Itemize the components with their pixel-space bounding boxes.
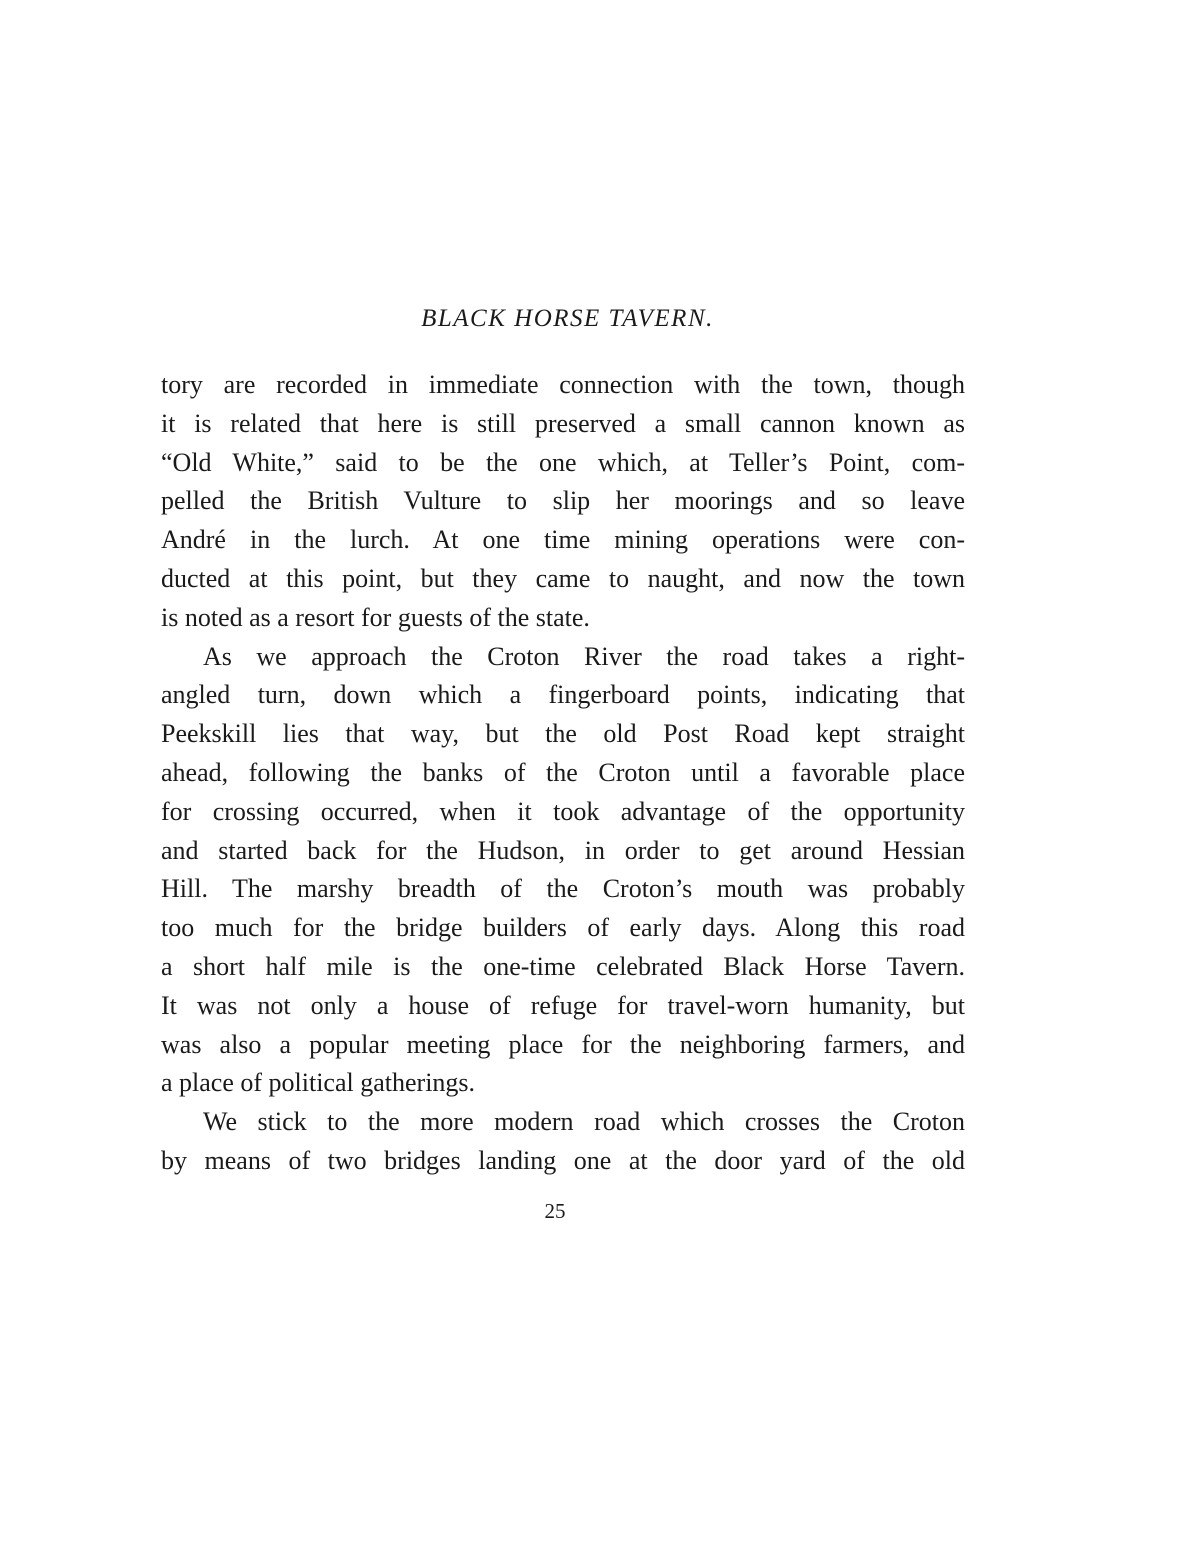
paragraph-3 — [161, 1103, 965, 1181]
text-line: As we approach the Croton River the road takes a right- — [203, 641, 965, 671]
page-number: 25 — [544, 1199, 566, 1223]
paragraph-1 — [161, 366, 965, 638]
text-line: ahead, following the banks of the Croton until a favorable place — [161, 757, 965, 787]
text-line: Hill. The marshy breadth of the Croton’s mouth was probably — [161, 874, 965, 904]
text-line: It was not only a house of refuge for travel-worn humanity, but — [161, 990, 965, 1020]
text-line: Peekskill lies that way, but the old Post Road kept straight — [161, 719, 965, 749]
text-line: tory are recorded in immediate connection with the town, though — [161, 370, 965, 399]
text-line: for crossing occurred, when it took advantage of the opportunity — [161, 796, 965, 826]
text-line: a short half mile is the one-time celebrated Black Horse Tavern. — [161, 951, 965, 981]
text-line: too much for the bridge builders of early days. Along this road — [161, 913, 965, 943]
running-head: BLACK HORSE TAVERN. — [421, 305, 714, 332]
text-line: angled turn, down which a fingerboard points, indicating that — [161, 680, 965, 710]
text-line: and started back for the Hudson, in order to get around Hessian — [161, 835, 965, 865]
text-line: it is related that here is still preserved a small cannon known as — [161, 408, 965, 438]
text-line: “Old White,” said to be the one which, at Teller’s Point, com- — [161, 447, 965, 477]
paragraph-2 — [161, 638, 965, 1104]
text-line: pelled the British Vulture to slip her moorings and so leave — [161, 486, 965, 516]
text-line: was also a popular meeting place for the neighboring farmers, and — [161, 1029, 965, 1059]
body-text — [161, 366, 965, 1181]
text-line: ducted at this point, but they came to naught, and now the town — [161, 563, 965, 593]
text-line: a place of political gatherings. — [161, 1068, 476, 1098]
text-line: is noted as a resort for guests of the state. — [161, 602, 590, 632]
text-line: by means of two bridges landing one at the door yard of the old — [161, 1145, 965, 1175]
text-line: We stick to the more modern road which crosses the Croton — [203, 1107, 965, 1137]
text-line: André in the lurch. At one time mining operations were con- — [161, 525, 965, 555]
